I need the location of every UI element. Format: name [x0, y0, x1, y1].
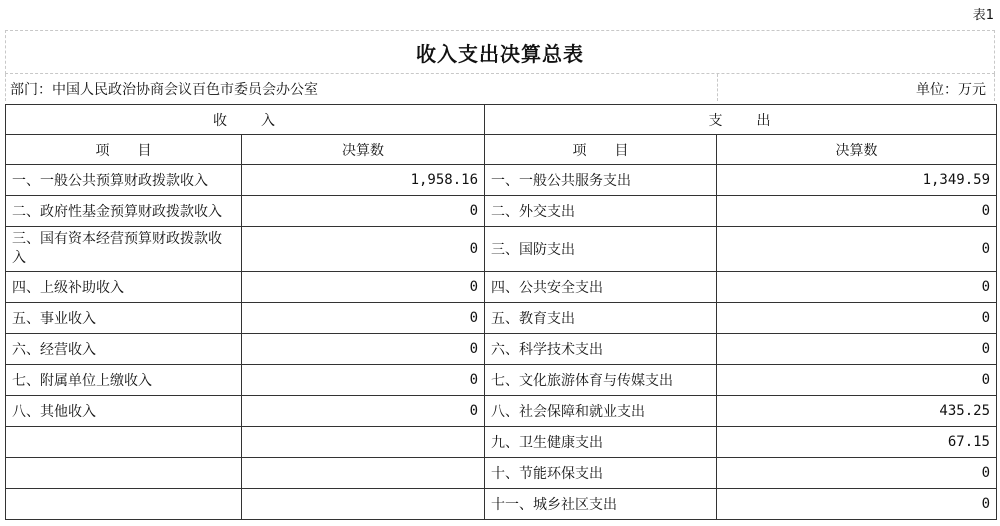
table-row — [6, 489, 997, 520]
income-value-cell — [242, 427, 485, 458]
expense-value-cell: 0 — [717, 272, 997, 303]
income-item-cell: 八、其他收入 — [6, 396, 242, 427]
income-item-cell: 一、一般公共预算财政拨款收入 — [6, 165, 242, 196]
income-item-cell — [6, 489, 242, 520]
income-value-cell: 0 — [242, 334, 485, 365]
income-value-cell: 0 — [242, 396, 485, 427]
title-row — [5, 30, 995, 74]
expense-value-cell: 435.25 — [717, 396, 997, 427]
income-value-cell: 0 — [242, 303, 485, 334]
income-amount-header: 决算数 — [242, 135, 485, 165]
income-value-cell: 1,958.16 — [242, 165, 485, 196]
summary-table — [5, 104, 997, 520]
section-header-row — [6, 105, 997, 135]
expense-item-cell: 九、卫生健康支出 — [485, 427, 717, 458]
department-label: 部门：中国人民政治协商会议百色市委员会办公室 — [10, 82, 318, 98]
income-value-cell: 0 — [242, 227, 485, 272]
table-row — [6, 365, 997, 396]
income-value-cell: 0 — [242, 196, 485, 227]
income-item-cell — [6, 458, 242, 489]
page-title: 收入支出决算总表 — [416, 41, 584, 66]
expense-value-cell: 0 — [717, 196, 997, 227]
income-value-cell: 0 — [242, 272, 485, 303]
table-row — [6, 396, 997, 427]
expense-item-cell: 七、文化旅游体育与传媒支出 — [485, 365, 717, 396]
income-item-cell: 二、政府性基金预算财政拨款收入 — [6, 196, 242, 227]
table-number: 表1 — [972, 8, 994, 23]
income-value-cell — [242, 458, 485, 489]
table-row — [6, 165, 997, 196]
table-row — [6, 303, 997, 334]
income-header: 收 入 — [6, 105, 485, 135]
income-item-cell: 五、事业收入 — [6, 303, 242, 334]
expense-value-cell: 67.15 — [717, 427, 997, 458]
expense-item-cell: 二、外交支出 — [485, 196, 717, 227]
meta-divider — [717, 74, 718, 101]
expense-item-cell: 十一、城乡社区支出 — [485, 489, 717, 520]
income-item-cell: 三、国有资本经营预算财政拨款收入 — [6, 227, 242, 272]
income-item-cell — [6, 427, 242, 458]
expense-item-cell: 五、教育支出 — [485, 303, 717, 334]
table-row — [6, 334, 997, 365]
expense-value-cell: 0 — [717, 227, 997, 272]
expense-value-cell: 0 — [717, 303, 997, 334]
income-value-cell: 0 — [242, 365, 485, 396]
income-value-cell — [242, 489, 485, 520]
income-item-cell: 七、附属单位上缴收入 — [6, 365, 242, 396]
expense-item-cell: 四、公共安全支出 — [485, 272, 717, 303]
income-item-header: 项 目 — [6, 135, 242, 165]
column-header-row — [6, 135, 997, 165]
expense-value-cell: 1,349.59 — [717, 165, 997, 196]
expense-value-cell: 0 — [717, 458, 997, 489]
table-row — [6, 196, 997, 227]
expense-item-cell: 一、一般公共服务支出 — [485, 165, 717, 196]
expense-header: 支 出 — [485, 105, 997, 135]
table-row — [6, 427, 997, 458]
expense-item-cell: 十、节能环保支出 — [485, 458, 717, 489]
table-row — [6, 227, 997, 272]
expense-item-cell: 三、国防支出 — [485, 227, 717, 272]
income-item-cell: 四、上级补助收入 — [6, 272, 242, 303]
meta-row — [5, 74, 995, 101]
expense-amount-header: 决算数 — [717, 135, 997, 165]
expense-item-header: 项 目 — [485, 135, 717, 165]
income-item-cell: 六、经营收入 — [6, 334, 242, 365]
expense-value-cell: 0 — [717, 365, 997, 396]
unit-label: 单位：万元 — [916, 82, 986, 98]
table-row — [6, 272, 997, 303]
expense-item-cell: 八、社会保障和就业支出 — [485, 396, 717, 427]
expense-item-cell: 六、科学技术支出 — [485, 334, 717, 365]
table-row — [6, 458, 997, 489]
expense-value-cell: 0 — [717, 334, 997, 365]
expense-value-cell: 0 — [717, 489, 997, 520]
